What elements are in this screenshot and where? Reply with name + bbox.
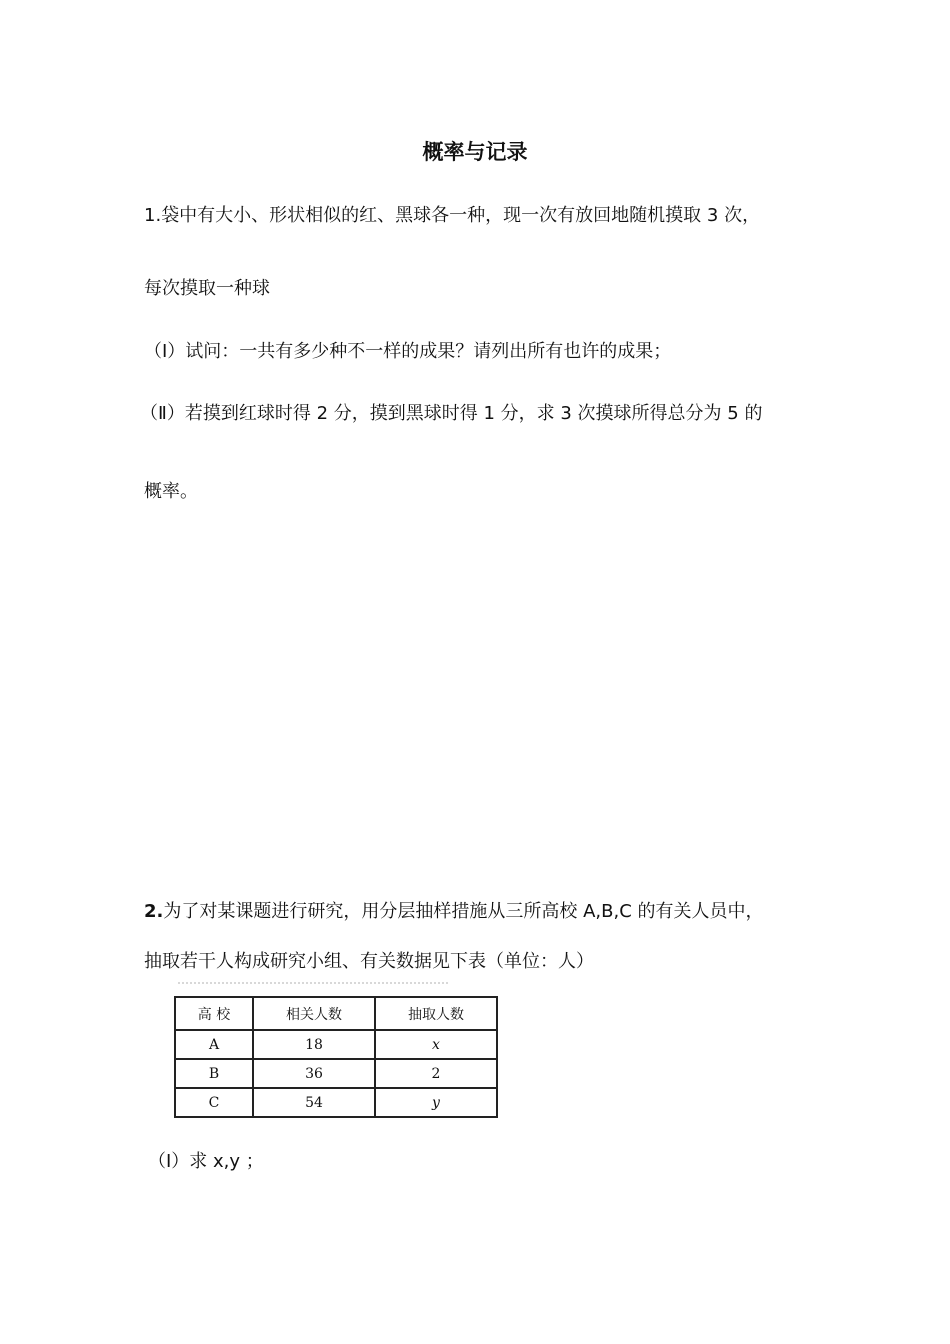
table-cell: B xyxy=(175,1059,253,1088)
q2-line2: 抽取若干人构成研究小组、有关数据见下表（单位：人） xyxy=(144,951,594,972)
table-row xyxy=(175,1030,497,1059)
table-cell: 36 xyxy=(253,1059,375,1088)
table-row xyxy=(175,1088,497,1117)
table-cell: y xyxy=(375,1088,497,1117)
q2-number: 2. xyxy=(144,901,164,922)
page-title: 概率与记录 xyxy=(422,140,528,164)
table-header: 相关人数 xyxy=(253,997,375,1030)
table-cell: 18 xyxy=(253,1030,375,1059)
table-header: 高 校 xyxy=(175,997,253,1030)
data-table xyxy=(174,996,498,1118)
table-row xyxy=(175,1059,497,1088)
q1-text-1: 袋中有大小、形状相似的红、黑球各一种，现一次有放回地随机摸取 3 次， xyxy=(161,205,761,226)
table-cell: C xyxy=(175,1088,253,1117)
table-header-row xyxy=(175,997,497,1030)
table-cell: 54 xyxy=(253,1088,375,1117)
q1-part2-line1: （Ⅱ）若摸到红球时得 2 分，摸到黑球时得 1 分，求 3 次摸球所得总分为 5 的 xyxy=(140,403,763,424)
scan-artifact xyxy=(178,982,448,988)
q1-line2: 每次摸取一种球 xyxy=(144,278,270,299)
q2-line1 xyxy=(144,898,764,926)
table-cell: x xyxy=(375,1030,497,1059)
table-cell: 2 xyxy=(375,1059,497,1088)
table-header: 抽取人数 xyxy=(375,997,497,1030)
q1-part1: （I）试问：一共有多少种不一样的成果？请列出所有也许的成果； xyxy=(144,341,672,362)
q1-number: 1. xyxy=(144,205,162,226)
q1-line1 xyxy=(144,202,760,230)
table-cell: A xyxy=(175,1030,253,1059)
q2-text-1: 为了对某课题进行研究，用分层抽样措施从三所高校 A,B,C 的有关人员中， xyxy=(163,901,764,922)
q2-part1: （Ⅰ）求 x,y ； xyxy=(148,1151,264,1172)
q1-part2-line2: 概率。 xyxy=(144,481,198,502)
